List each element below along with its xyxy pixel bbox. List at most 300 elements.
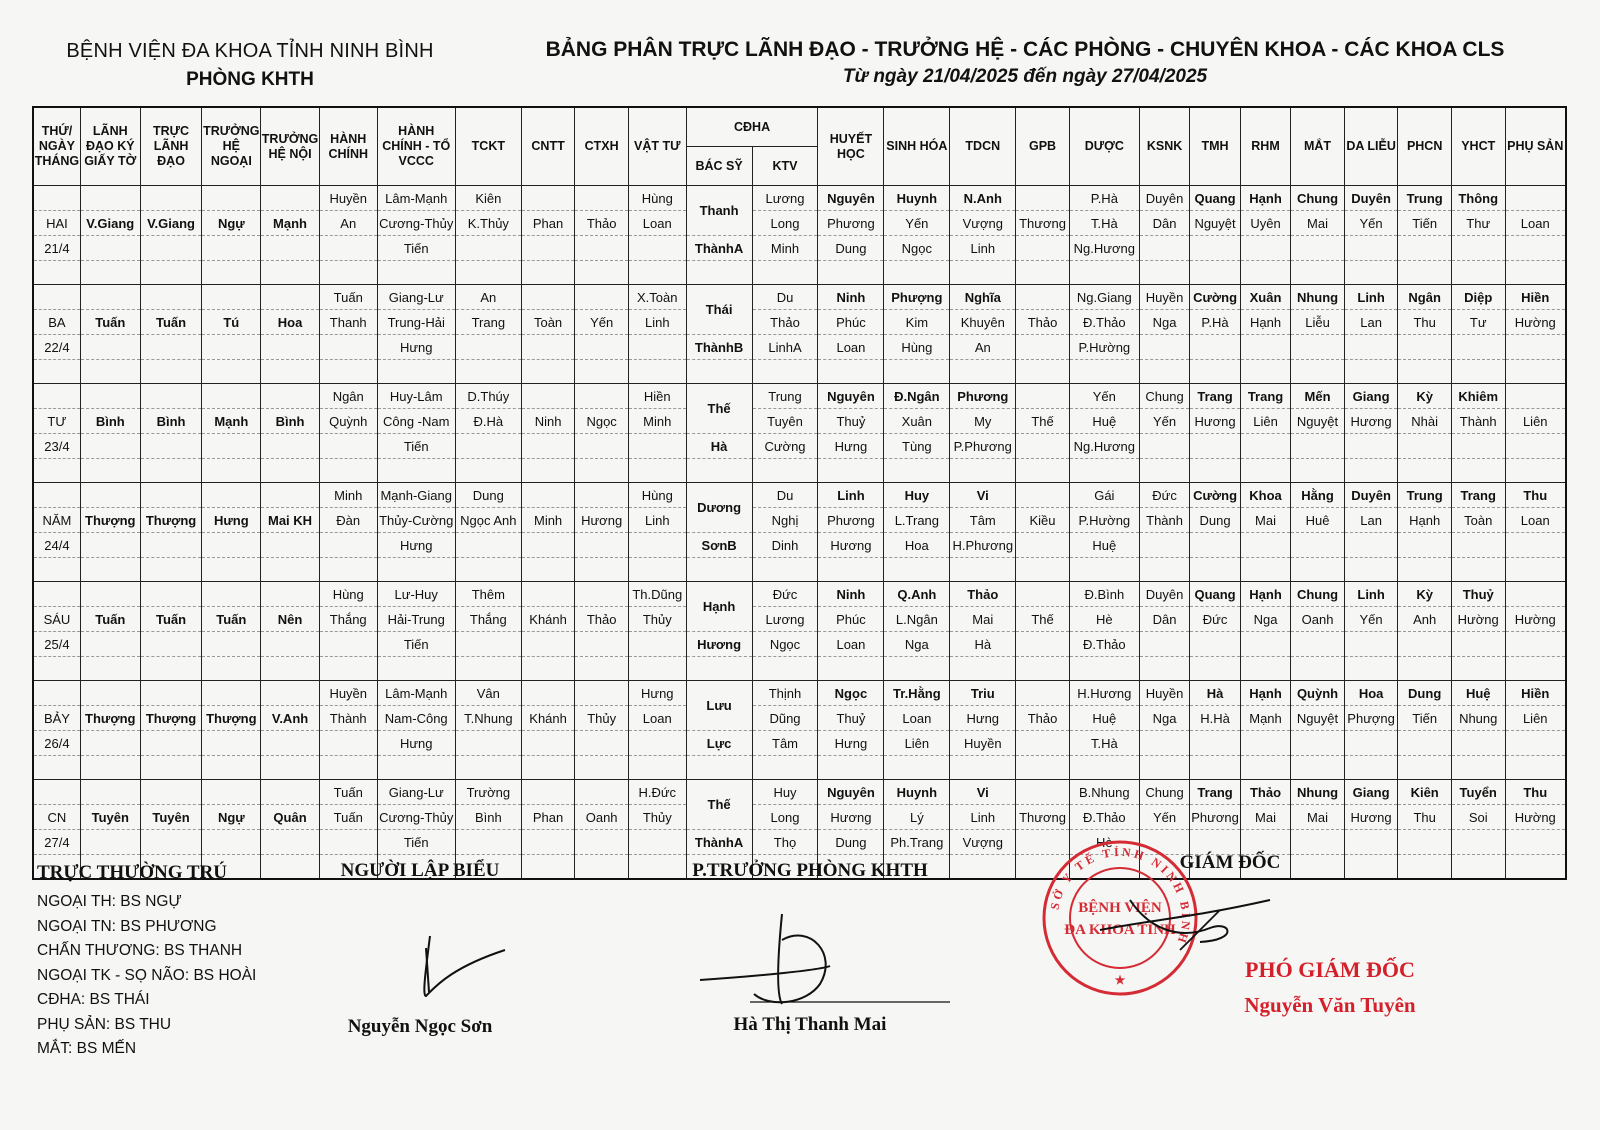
imaging-tech-cell: Minh	[752, 236, 818, 261]
biochemistry-cell: Phượng	[884, 285, 950, 310]
day-date: 25/4	[33, 632, 80, 657]
hematology-cell: Phúc	[818, 607, 884, 632]
resident-duty-line: NGOẠI TK - SỌ NÃO: BS HOÀI	[37, 966, 257, 984]
da-lieu-cell: Giang	[1344, 780, 1398, 805]
day-row	[33, 310, 1566, 335]
hematology-cell: Thuỷ	[818, 409, 884, 434]
empty-cell	[1240, 335, 1290, 360]
supplies-cell: Linh	[628, 508, 686, 533]
phcn-cell: Kỳ	[1398, 582, 1452, 607]
imaging-tech-cell: Trung	[752, 384, 818, 409]
spacer-cell	[1069, 360, 1139, 384]
spacer-cell	[261, 261, 320, 285]
day-row	[33, 211, 1566, 236]
spacer-cell	[628, 261, 686, 285]
empty-cell	[1291, 632, 1345, 657]
document-title: BẢNG PHÂN TRỰC LÃNH ĐẠO - TRƯỞNG HỆ - CÁC PHÒNG - CHUYÊN KHOA - CÁC KHOA CLS	[545, 38, 1505, 61]
spacer-cell	[818, 657, 884, 681]
imaging-tech-cell: Đức	[752, 582, 818, 607]
day-row	[33, 558, 1566, 582]
department-name: PHÒNG KHTH	[186, 69, 314, 90]
spacer-cell	[521, 360, 575, 384]
empty-cell	[1398, 533, 1452, 558]
spacer-cell	[377, 558, 455, 582]
spacer-cell	[1398, 261, 1452, 285]
imaging-doctor-cell: Hương	[686, 632, 752, 657]
vice-director-block	[1210, 957, 1450, 1018]
imaging-doctor-cell: ThànhA	[686, 236, 752, 261]
tmh-cell: Cường	[1190, 483, 1240, 508]
col-header-cdha: CĐHA	[686, 107, 818, 147]
finance-cell: Trường	[455, 780, 521, 805]
phu-san-cell	[1505, 186, 1566, 211]
spacer-cell	[1240, 459, 1290, 483]
empty-cell	[1139, 632, 1189, 657]
admin-cell: Quỳnh	[319, 409, 377, 434]
biochemistry-cell: Huy	[884, 483, 950, 508]
da-lieu-cell: Yến	[1344, 211, 1398, 236]
empty-cell	[261, 335, 320, 360]
biochemistry-cell: Hoa	[884, 533, 950, 558]
spacer-cell	[1451, 261, 1505, 285]
admin-vccc-cell: Giang-Lư	[377, 285, 455, 310]
spacer-cell	[455, 261, 521, 285]
internal-head-cell: Quân	[261, 805, 320, 830]
phu-san-cell: Thu	[1505, 483, 1566, 508]
spacer-cell	[377, 657, 455, 681]
mat-cell: Nguyệt	[1291, 706, 1345, 731]
empty-cell	[1016, 434, 1070, 459]
spacer-cell	[686, 261, 752, 285]
day-name: BA	[33, 310, 80, 335]
social-work-cell: Yến	[575, 310, 629, 335]
day-name: BẢY	[33, 706, 80, 731]
supplies-cell: Hưng	[628, 681, 686, 706]
mat-cell: Quỳnh	[1291, 681, 1345, 706]
spacer-cell	[1505, 360, 1566, 384]
day-row	[33, 434, 1566, 459]
resident-duty-line: CHẤN THƯƠNG: BS THANH	[37, 942, 243, 959]
empty-cell	[1451, 533, 1505, 558]
empty-cell	[202, 731, 261, 756]
day-row	[33, 681, 1566, 706]
functional-test-cell: Vi	[950, 780, 1016, 805]
empty-cell	[1291, 731, 1345, 756]
spacer-cell	[1398, 558, 1452, 582]
functional-test-cell: N.Anh	[950, 186, 1016, 211]
spacer-cell	[319, 558, 377, 582]
social-work-cell: Thảo	[575, 211, 629, 236]
da-lieu-cell: Hương	[1344, 409, 1398, 434]
functional-test-cell: Mai	[950, 607, 1016, 632]
internal-head-spacer	[261, 285, 320, 310]
leader-sign-spacer	[80, 285, 140, 310]
empty-cell	[1139, 335, 1189, 360]
phu-san-cell: Loan	[1505, 211, 1566, 236]
rhm-cell: Xuân	[1240, 285, 1290, 310]
empty-cell	[1344, 830, 1398, 855]
da-lieu-cell: Giang	[1344, 384, 1398, 409]
spacer-cell	[1344, 855, 1398, 880]
internal-head-spacer	[261, 384, 320, 409]
biochemistry-cell: Lý	[884, 805, 950, 830]
day-spacer	[33, 582, 80, 607]
spacer-cell	[1398, 360, 1452, 384]
ksnk-cell: Yến	[1139, 409, 1189, 434]
pharmacy-cell: P.Hường	[1069, 335, 1139, 360]
internal-head-cell: Mạnh	[261, 211, 320, 236]
spacer-cell	[1344, 459, 1398, 483]
empty-cell	[140, 236, 202, 261]
tmh-cell: Nguyệt	[1190, 211, 1240, 236]
spacer-cell	[1016, 459, 1070, 483]
day-row	[33, 632, 1566, 657]
empty-cell	[1291, 236, 1345, 261]
pharmacy-cell: T.Hà	[1069, 731, 1139, 756]
duty-leader-spacer	[140, 780, 202, 805]
spacer-cell	[884, 360, 950, 384]
functional-test-cell: P.Phương	[950, 434, 1016, 459]
spacer-cell	[33, 261, 80, 285]
finance-cell: K.Thủy	[455, 211, 521, 236]
imaging-doctor-cell: ThànhB	[686, 335, 752, 360]
col-header-vat-tu: VẬT TƯ	[628, 107, 686, 186]
day-row	[33, 236, 1566, 261]
spacer-cell	[1016, 360, 1070, 384]
hospital-name: BỆNH VIỆN ĐA KHOA TỈNH NINH BÌNH	[66, 40, 434, 62]
spacer-cell	[950, 261, 1016, 285]
empty-cell	[628, 731, 686, 756]
empty-cell	[140, 731, 202, 756]
spacer-cell	[261, 459, 320, 483]
ksnk-cell: Huyền	[1139, 681, 1189, 706]
ksnk-cell: Chung	[1139, 384, 1189, 409]
spacer-cell	[1398, 459, 1452, 483]
imaging-tech-cell: Thọ	[752, 830, 818, 855]
empty-cell	[521, 830, 575, 855]
empty-cell	[1505, 335, 1566, 360]
empty-cell	[1016, 236, 1070, 261]
empty-cell	[1451, 335, 1505, 360]
yhct-cell: Huệ	[1451, 681, 1505, 706]
biochemistry-cell: L.Ngân	[884, 607, 950, 632]
spacer-cell	[1069, 459, 1139, 483]
preparer-signature-block	[300, 860, 540, 1038]
empty-cell	[1240, 434, 1290, 459]
spacer-cell	[202, 261, 261, 285]
it-spacer	[521, 384, 575, 409]
supplies-cell: Minh	[628, 409, 686, 434]
biochemistry-cell: L.Trang	[884, 508, 950, 533]
day-spacer	[33, 285, 80, 310]
spacer-cell	[752, 558, 818, 582]
social-work-spacer	[575, 483, 629, 508]
spacer-cell	[455, 558, 521, 582]
biochemistry-cell: Q.Anh	[884, 582, 950, 607]
supplies-cell: Thủy	[628, 607, 686, 632]
spacer-cell	[202, 558, 261, 582]
empty-cell	[261, 533, 320, 558]
empty-cell	[261, 731, 320, 756]
functional-test-cell: Phương	[950, 384, 1016, 409]
imaging-tech-cell: Huy	[752, 780, 818, 805]
empty-cell	[319, 533, 377, 558]
stamp-inner-line-2: ĐA KHOA TỈNH	[1064, 922, 1176, 938]
phu-san-cell: Hường	[1505, 805, 1566, 830]
leader-sign-cell: Tuấn	[80, 310, 140, 335]
phu-san-cell: Loan	[1505, 508, 1566, 533]
empty-cell	[1451, 830, 1505, 855]
surgery-head-cell: Hưng	[202, 508, 261, 533]
day-name: HAI	[33, 211, 80, 236]
tmh-cell: Hà	[1190, 681, 1240, 706]
mat-cell: Huê	[1291, 508, 1345, 533]
admin-cell: Thanh	[319, 310, 377, 335]
day-row	[33, 360, 1566, 384]
hematology-cell: Loan	[818, 632, 884, 657]
duty-leader-cell: Tuấn	[140, 607, 202, 632]
pharmacy-cell: Hè	[1069, 607, 1139, 632]
empty-cell	[1240, 731, 1290, 756]
finance-cell: An	[455, 285, 521, 310]
finance-cell: T.Nhung	[455, 706, 521, 731]
spacer-cell	[1398, 756, 1452, 780]
supplies-cell: X.Toàn	[628, 285, 686, 310]
supplies-cell: Linh	[628, 310, 686, 335]
spacer-cell	[140, 756, 202, 780]
day-row	[33, 384, 1566, 409]
col-header-bac-sy: BÁC SỸ	[686, 147, 752, 186]
spacer-cell	[686, 360, 752, 384]
date-range: Từ ngày 21/04/2025 đến ngày 27/04/2025	[842, 66, 1208, 87]
spacer-cell	[1240, 756, 1290, 780]
empty-cell	[202, 236, 261, 261]
col-header-huyet-hoc: HUYẾT HỌC	[818, 107, 884, 186]
phcn-cell: Trung	[1398, 186, 1452, 211]
empty-cell	[1505, 434, 1566, 459]
rhm-cell: Trang	[1240, 384, 1290, 409]
it-cell: Toàn	[521, 310, 575, 335]
da-lieu-cell: Phượng	[1344, 706, 1398, 731]
stamp-inner-line-1: BỆNH VIỆN	[1078, 900, 1162, 916]
leader-sign-spacer	[80, 681, 140, 706]
spacer-cell	[1016, 756, 1070, 780]
day-date: 23/4	[33, 434, 80, 459]
duty-leader-spacer	[140, 285, 202, 310]
spacer-cell	[1451, 855, 1505, 880]
leader-sign-cell: Tuấn	[80, 607, 140, 632]
phu-san-cell: Hiền	[1505, 285, 1566, 310]
rhm-cell: Thảo	[1240, 780, 1290, 805]
finance-cell: Dung	[455, 483, 521, 508]
spacer-cell	[1291, 459, 1345, 483]
mat-cell: Nhung	[1291, 780, 1345, 805]
pharmacy-cell: T.Hà	[1069, 211, 1139, 236]
spacer-cell	[1398, 855, 1452, 880]
spacer-cell	[1240, 657, 1290, 681]
resident-duty-list	[37, 890, 256, 1062]
spacer-cell	[1398, 657, 1452, 681]
admin-vccc-cell: Tiến	[377, 236, 455, 261]
col-header-cntt: CNTT	[521, 107, 575, 186]
surgery-head-spacer	[202, 186, 261, 211]
spacer-cell	[575, 360, 629, 384]
spacer-cell	[1451, 360, 1505, 384]
surgery-head-spacer	[202, 582, 261, 607]
col-header-da-lieu: DA LIỄU	[1344, 107, 1398, 186]
phcn-cell: Thu	[1398, 805, 1452, 830]
mat-cell: Liễu	[1291, 310, 1345, 335]
pharmacy-cell: P.Hường	[1069, 508, 1139, 533]
empty-cell	[319, 335, 377, 360]
da-lieu-cell: Linh	[1344, 285, 1398, 310]
phu-san-cell: Hường	[1505, 310, 1566, 335]
yhct-cell: Soi	[1451, 805, 1505, 830]
hematology-cell: Thuỷ	[818, 706, 884, 731]
spacer-cell	[319, 360, 377, 384]
preparer-title: NGƯỜI LẬP BIỂU	[340, 860, 500, 881]
mat-cell: Nguyệt	[1291, 409, 1345, 434]
pathology-cell: Thảo	[1016, 310, 1070, 335]
resident-duty-line: MẮT: BS MẾN	[37, 1040, 137, 1057]
internal-head-spacer	[261, 186, 320, 211]
spacer-cell	[455, 360, 521, 384]
empty-cell	[1139, 236, 1189, 261]
col-header-lanh-dao-ky-giay-to: LÃNH ĐẠO KÝ GIẤY TỜ	[80, 107, 140, 186]
admin-cell: Huyền	[319, 681, 377, 706]
admin-vccc-cell: Cương-Thủy	[377, 211, 455, 236]
spacer-cell	[319, 261, 377, 285]
spacer-cell	[1190, 360, 1240, 384]
day-row	[33, 261, 1566, 285]
col-header-truc-lanh-dao: TRỰC LÃNH ĐẠO	[140, 107, 202, 186]
day-name: CN	[33, 805, 80, 830]
spacer-cell	[818, 360, 884, 384]
day-spacer	[33, 186, 80, 211]
pathology-spacer	[1016, 582, 1070, 607]
yhct-cell: Nhung	[1451, 706, 1505, 731]
spacer-cell	[202, 756, 261, 780]
col-header-hanh-chinh-to-vccc: HÀNH CHÍNH - TỔ VCCC	[377, 107, 455, 186]
finance-cell: Đ.Hà	[455, 409, 521, 434]
spacer-cell	[950, 558, 1016, 582]
imaging-doctor-cell: Lực	[686, 731, 752, 756]
spacer-cell	[1016, 657, 1070, 681]
tmh-cell: Trang	[1190, 384, 1240, 409]
empty-cell	[80, 830, 140, 855]
it-cell: Phan	[521, 805, 575, 830]
pharmacy-cell: Ng.Hương	[1069, 236, 1139, 261]
spacer-cell	[1451, 756, 1505, 780]
internal-head-spacer	[261, 681, 320, 706]
empty-cell	[1398, 632, 1452, 657]
spacer-cell	[455, 756, 521, 780]
supplies-cell: Loan	[628, 211, 686, 236]
pharmacy-cell: Ng.Giang	[1069, 285, 1139, 310]
leader-sign-cell: Tuyên	[80, 805, 140, 830]
admin-cell: Tuấn	[319, 780, 377, 805]
empty-cell	[140, 434, 202, 459]
phcn-cell: Dung	[1398, 681, 1452, 706]
empty-cell	[455, 731, 521, 756]
phcn-cell: Hạnh	[1398, 508, 1452, 533]
preparer-name: Nguyễn Ngọc Sơn	[347, 1016, 493, 1037]
empty-cell	[1505, 632, 1566, 657]
spacer-cell	[818, 261, 884, 285]
hematology-cell: Phương	[818, 211, 884, 236]
empty-cell	[628, 335, 686, 360]
empty-cell	[140, 533, 202, 558]
spacer-cell	[628, 459, 686, 483]
spacer-cell	[33, 756, 80, 780]
spacer-cell	[1190, 756, 1240, 780]
day-row	[33, 805, 1566, 830]
spacer-cell	[752, 756, 818, 780]
rhm-cell: Hạnh	[1240, 681, 1290, 706]
empty-cell	[80, 434, 140, 459]
tmh-cell: Quang	[1190, 186, 1240, 211]
phu-san-cell: Thu	[1505, 780, 1566, 805]
spacer-cell	[686, 657, 752, 681]
empty-cell	[1240, 236, 1290, 261]
empty-cell	[455, 434, 521, 459]
empty-cell	[1398, 335, 1452, 360]
phu-san-cell	[1505, 582, 1566, 607]
pathology-spacer	[1016, 186, 1070, 211]
social-work-spacer	[575, 681, 629, 706]
spacer-cell	[1240, 261, 1290, 285]
spacer-cell	[521, 558, 575, 582]
imaging-doctor-cell: ThànhA	[686, 830, 752, 855]
empty-cell	[1016, 632, 1070, 657]
director-title: GIÁM ĐỐC	[1179, 852, 1281, 873]
col-header-ksnk: KSNK	[1139, 107, 1189, 186]
empty-cell	[1291, 830, 1345, 855]
pharmacy-cell: Huệ	[1069, 409, 1139, 434]
phcn-cell: Anh	[1398, 607, 1452, 632]
pathology-cell: Thương	[1016, 211, 1070, 236]
spacer-cell	[1069, 657, 1139, 681]
empty-cell	[319, 434, 377, 459]
functional-test-cell: Hà	[950, 632, 1016, 657]
pharmacy-cell: Đ.Thảo	[1069, 632, 1139, 657]
empty-cell	[319, 632, 377, 657]
internal-head-cell: Mai KH	[261, 508, 320, 533]
tmh-cell: P.Hà	[1190, 310, 1240, 335]
surgery-head-spacer	[202, 780, 261, 805]
functional-test-cell: An	[950, 335, 1016, 360]
empty-cell	[1291, 434, 1345, 459]
phu-san-cell	[1505, 384, 1566, 409]
empty-cell	[140, 632, 202, 657]
internal-head-cell: Hoa	[261, 310, 320, 335]
spacer-cell	[521, 657, 575, 681]
tmh-cell: Dung	[1190, 508, 1240, 533]
spacer-cell	[884, 261, 950, 285]
admin-cell: Huyền	[319, 186, 377, 211]
empty-cell	[1505, 731, 1566, 756]
supplies-cell: Thủy	[628, 805, 686, 830]
empty-cell	[1190, 335, 1240, 360]
spacer-cell	[261, 657, 320, 681]
imaging-doctor-cell: Thế	[686, 384, 752, 434]
day-row	[33, 830, 1566, 855]
duty-leader-cell: Tuấn	[140, 310, 202, 335]
spacer-cell	[377, 459, 455, 483]
it-spacer	[521, 780, 575, 805]
ksnk-cell: Huyền	[1139, 285, 1189, 310]
spacer-cell	[628, 558, 686, 582]
